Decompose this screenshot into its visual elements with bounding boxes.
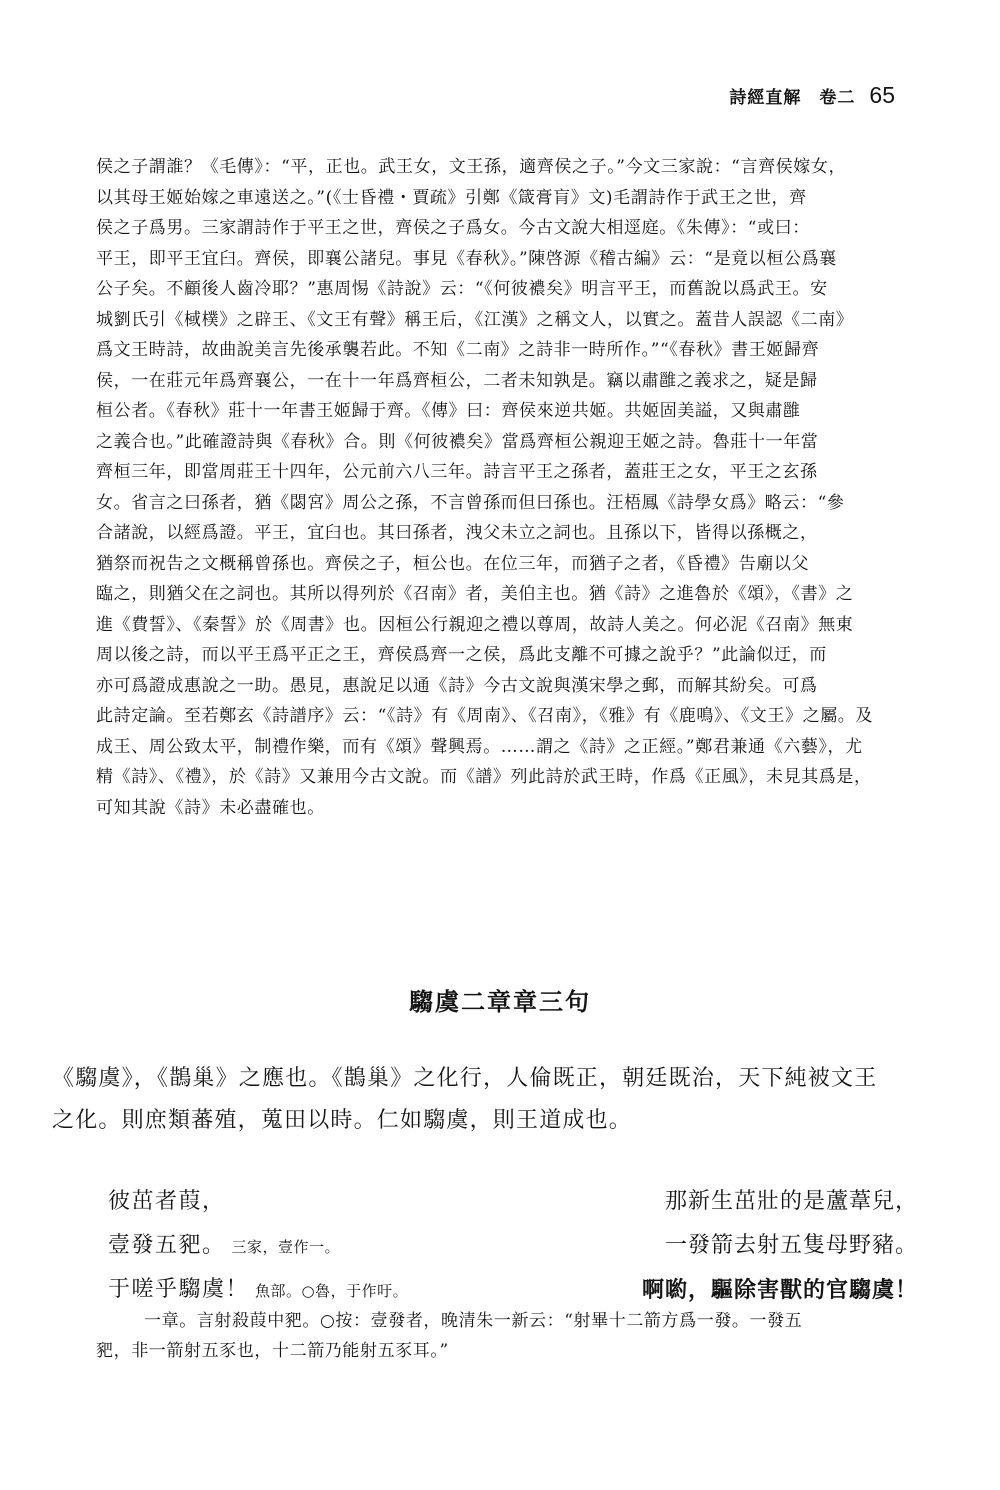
commentary-line: 齊桓三年，即當周莊王十四年，公元前六八三年。詩言平王之孫者，蓋莊王之女，平王之玄孫	[96, 462, 818, 482]
verse-original-text: 于嗟乎騶虞！	[108, 1277, 250, 1302]
commentary-line: 城劉氏引《棫樸》之辟王、《文王有聲》稱王后，《江漢》之稱文人，以實之。蓋昔人誤認《二南》	[96, 309, 854, 330]
commentary-line: 侯之子爲男。三家謂詩作于平王之世，齊侯之子爲女。今古文說大相逕庭。《朱傳》：“或曰：	[96, 218, 810, 238]
commentary-line: 此詩定論。至若鄭玄《詩譜序》云：“《詩》有《周南》、《召南》，《雅》有《鹿鳴》、《文王》之屬。及	[96, 706, 873, 726]
chapter-gloss	[96, 1306, 916, 1366]
gloss-line: 一章。言射殺葭中豝。○按：壹發者，晚清朱一新云：“射畢十二箭方爲一發。一發五	[144, 1311, 803, 1331]
poem-title: 騶虞二章章三句	[409, 988, 591, 1016]
verse-note: 魚部。○魯，于作吁。	[255, 1282, 409, 1300]
commentary-line: 侯之子謂誰？《毛傳》：“平，正也。武王女，文王孫，適齊侯之子。”今文三家說：“言齊侯嫁女，	[96, 157, 847, 177]
running-header	[729, 82, 895, 112]
commentary-line: 以其母王姬始嫁之車遠送之。”(《士昏禮・賈疏》引鄭《箴膏肓》文)毛謂詩作于武王之世，齊	[96, 187, 807, 208]
verse-row	[108, 1224, 918, 1268]
commentary-line: 亦可爲證成惠說之一助。愚見，惠說足以通《詩》今古文說與漢宋學之郵，而解其紛矣。可爲	[96, 675, 818, 696]
commentary-line: 精《詩》、《禮》，於《詩》又兼用今古文說。而《譜》列此詩於武王時，作爲《正風》，未見其爲是，	[96, 767, 872, 787]
commentary-line: 之義合也。”此確證詩與《春秋》合。則《何彼襛矣》當爲齊桓公親迎王姬之詩。魯莊十一年當	[96, 431, 819, 452]
commentary-line: 女。省言之曰孫者，猶《閟宮》周公之孫，不言曾孫而但曰孫也。汪梧鳳《詩學女爲》略云：“參	[96, 492, 845, 513]
commentary-line: 成王、周公致太平，制禮作樂，而有《頌》聲興焉。……謂之《詩》之正經。”鄭君兼通《六藝》，尤	[96, 736, 863, 757]
verse-original-text: 彼茁者葭，	[108, 1189, 226, 1214]
commentary-line: 周以後之詩，而以平王爲平正之王，齊侯爲齊一之侯，爲此支離不可據之說乎？”此論似迂，而	[96, 645, 827, 665]
commentary-line: 臨之，則猶父在之詞也。其所以得列於《召南》者，美伯主也。猶《詩》之進魯於《頌》，《書》之	[96, 584, 854, 604]
gloss-line: 豝，非一箭射五豕也，十二箭乃能射五豕耳。”	[96, 1341, 449, 1361]
verse-translation: 啊喲，驅除害獸的官騶虞！	[641, 1277, 918, 1303]
verse-original-text: 壹發五豝。	[108, 1233, 226, 1258]
commentary-line: 猶祭而祝告之文概稱曾孫也。齊侯之子，桓公也。在位三年，而猶子之者，《昏禮》告廟以父	[96, 553, 810, 574]
verse-block	[108, 1180, 918, 1312]
verse-translation: 那新生茁壯的是蘆葦兒，	[664, 1189, 918, 1214]
commentary-line: 爲文王時詩，故曲說美言先後承襲若此。不知《二南》之詩非一時所作。”“《春秋》書王姬歸齊	[96, 340, 820, 360]
preface-line: 《騶虞》，《鵲巢》之應也。《鵲巢》之化行，人倫既正，朝廷既治，天下純被文王	[52, 1066, 878, 1091]
page-number: 65	[869, 82, 895, 108]
poem-preface	[52, 1058, 932, 1142]
preface-line: 之化。則庶類蕃殖，蒐田以時。仁如騶虞，則王道成也。	[52, 1108, 633, 1133]
commentary-line: 進《費誓》、《秦誓》於《周書》也。因桓公行親迎之禮以尊周，故詩人美之。何必泥《召南》無東	[96, 614, 854, 635]
commentary-block	[96, 152, 916, 823]
verse-translation: 一發箭去射五隻母野豬。	[664, 1233, 918, 1258]
commentary-line: 平王，即平王宜臼。齊侯，即襄公諸兒。事見《春秋》。”陳啓源《稽古編》云：“是竟以桓公爲襄	[96, 248, 837, 269]
verse-row	[108, 1180, 918, 1224]
commentary-line: 侯，一在莊元年爲齊襄公，一在十一年爲齊桓公，二者未知孰是。竊以肅雝之義求之，疑是歸	[96, 370, 818, 391]
commentary-line: 桓公者。《春秋》莊十一年書王姬歸于齊。《傳》曰：齊侯來逆共姬。共姬固美謚，又與肅雝	[96, 401, 801, 421]
book-title: 詩經直解 卷二	[729, 88, 856, 108]
verse-original	[108, 1224, 340, 1269]
verse-original	[108, 1180, 232, 1225]
commentary-line: 公子矣。不顧後人齒冷耶？”惠周惕《詩說》云：“《何彼襛矣》明言平王，而舊說以爲武王。安	[96, 279, 828, 299]
commentary-line: 合諸說，以經爲證。平王，宜臼也。其曰孫者，洩父未立之詞也。且孫以下，皆得以孫概之，	[96, 523, 818, 543]
verse-note: 三家，壹作一。	[231, 1238, 341, 1256]
commentary-line: 可知其說《詩》未必盡確也。	[96, 797, 325, 818]
